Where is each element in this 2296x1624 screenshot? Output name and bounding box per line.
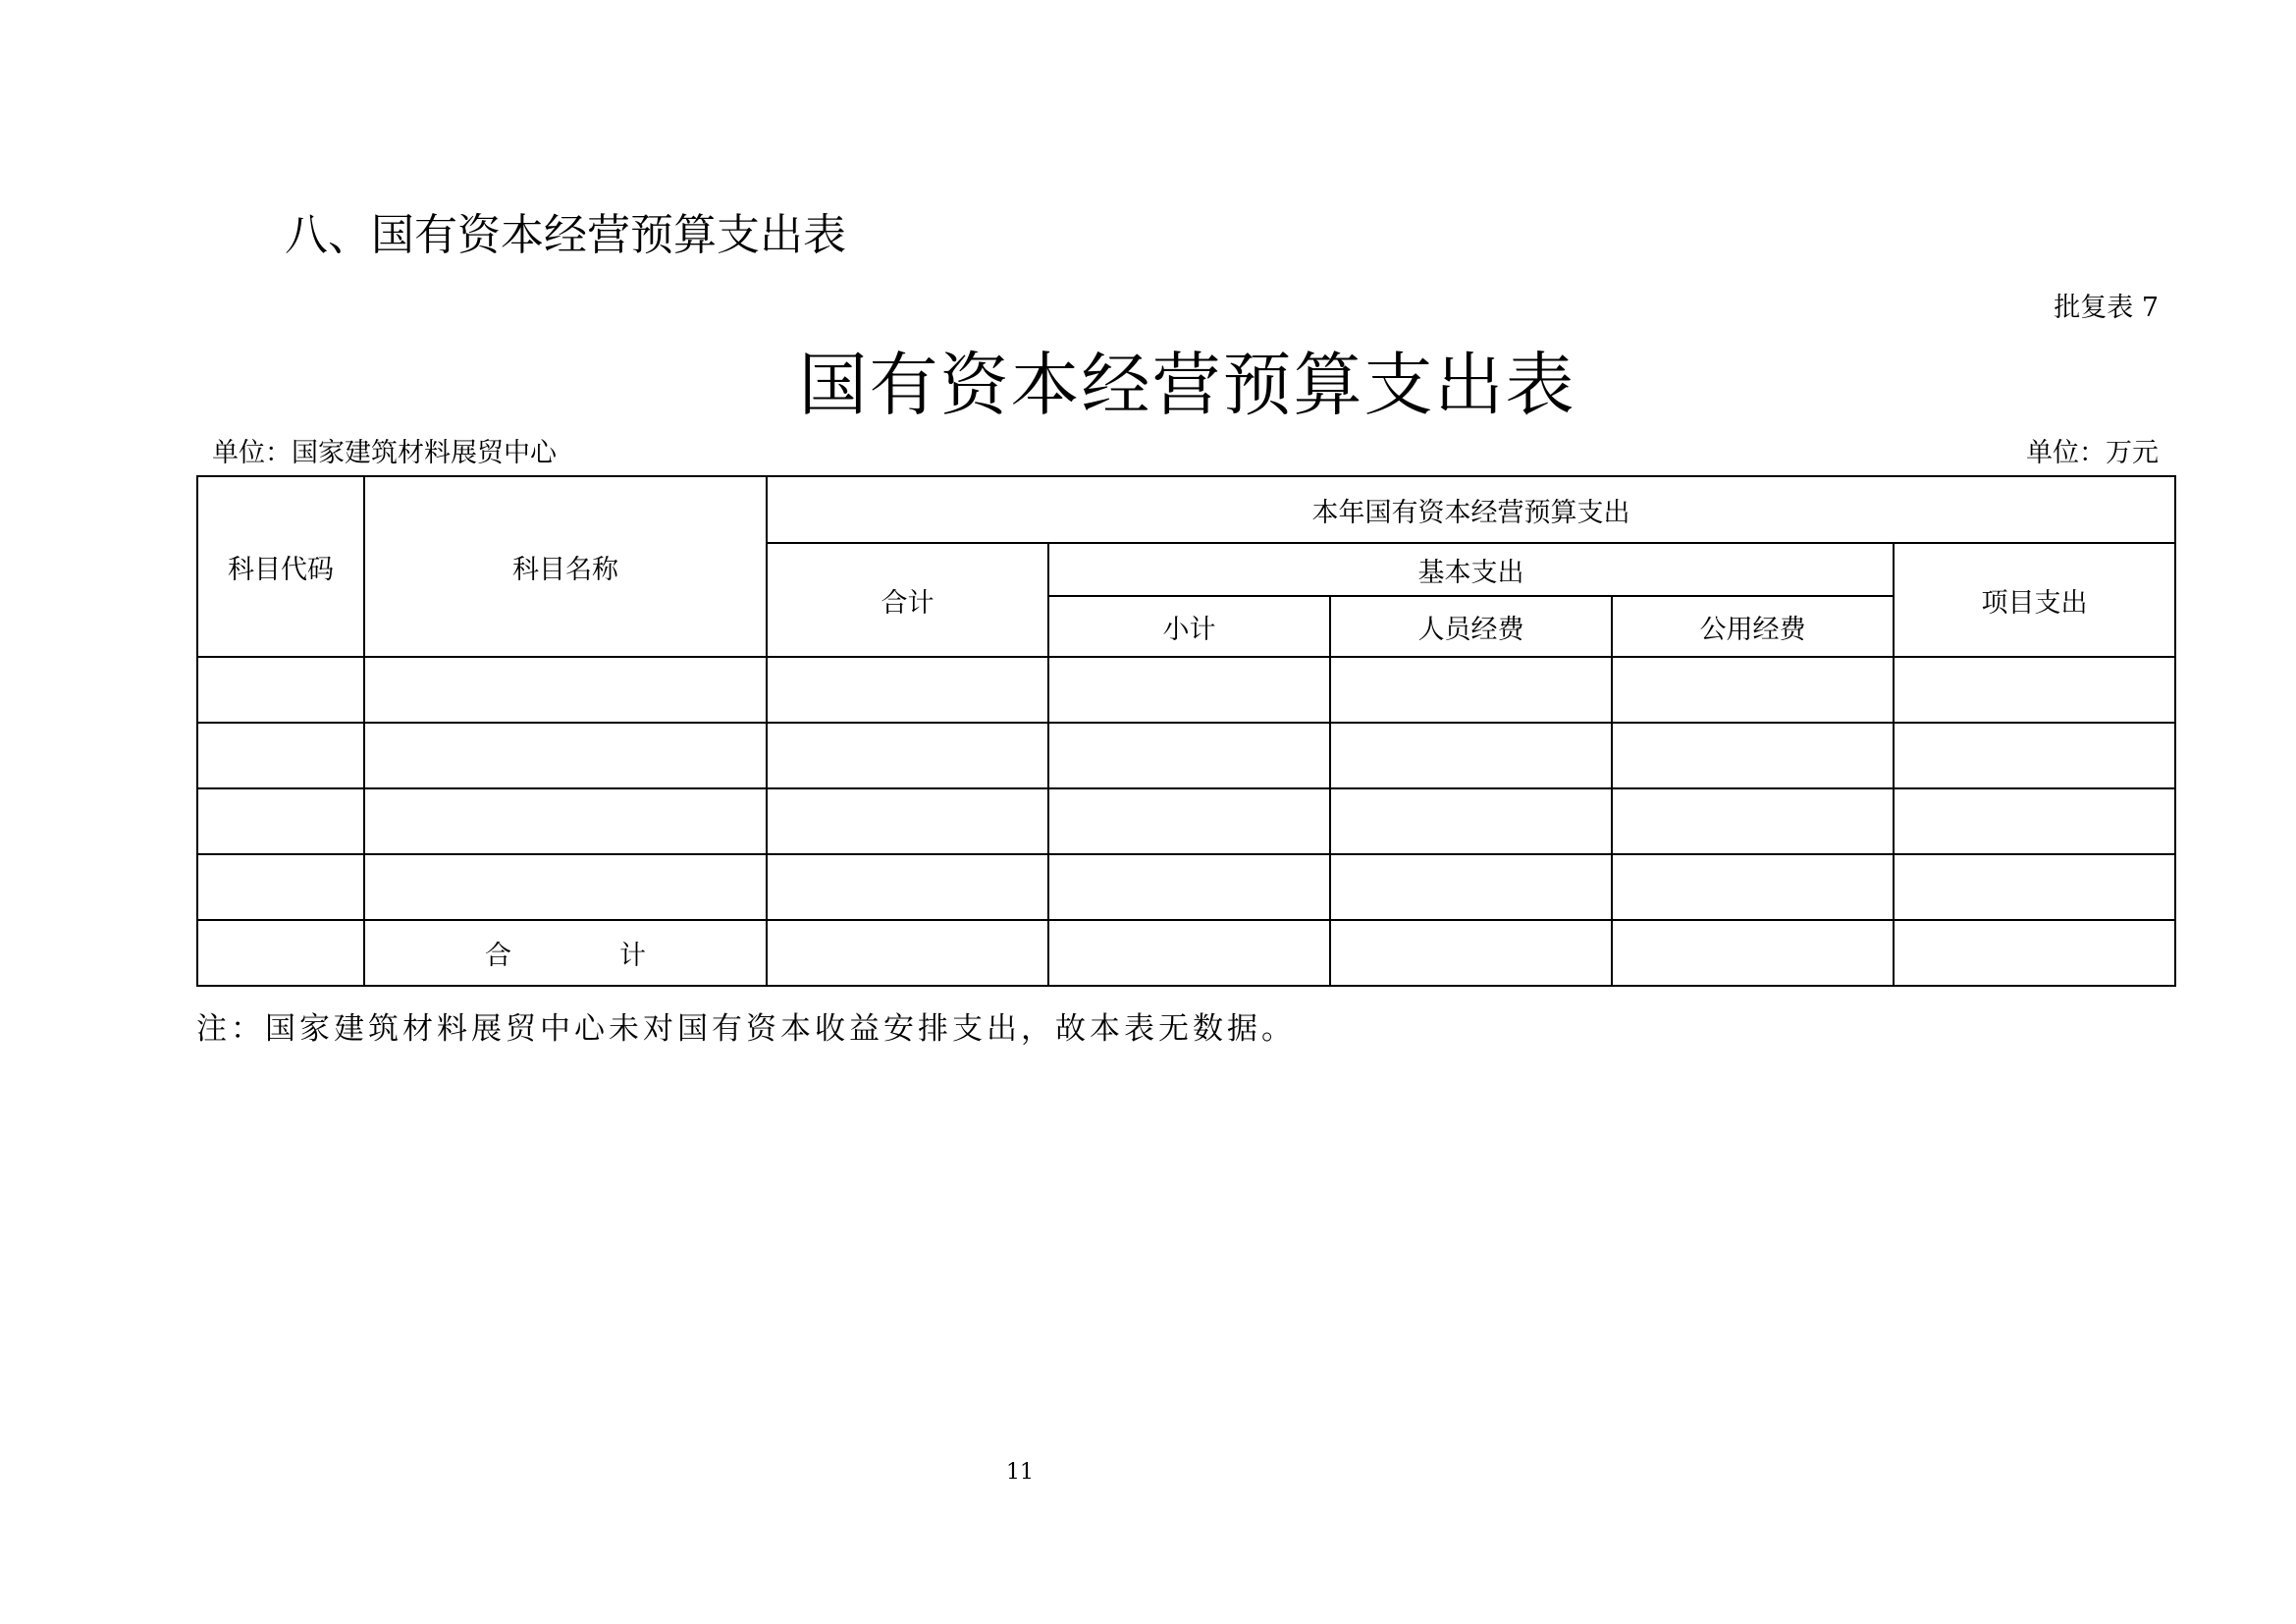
total-label-left: 合 <box>485 941 511 971</box>
table-row <box>197 854 2175 920</box>
total-row <box>197 920 2175 986</box>
table-cell <box>1048 657 1330 723</box>
header-row-1 <box>197 476 2175 543</box>
unit-organization: 单位：国家建筑材料展贸中心 <box>212 438 557 468</box>
header-annual-expenditure: 本年国有资本经营预算支出 <box>767 476 2175 543</box>
header-personnel-cost: 人员经费 <box>1330 596 1612 657</box>
table-cell <box>1612 920 1894 986</box>
header-subtotal: 小计 <box>1048 596 1330 657</box>
table-cell <box>767 854 1048 920</box>
section-heading: 八、国有资本经营预算支出表 <box>285 210 846 260</box>
table-cell <box>1330 854 1612 920</box>
page-number: 11 <box>1006 1460 1034 1485</box>
table-cell <box>1894 788 2175 854</box>
header-subject-name: 科目名称 <box>364 476 767 657</box>
table-note: 注：国家建筑材料展贸中心未对国有资本收益安排支出，故本表无数据。 <box>196 1011 1296 1047</box>
table-row <box>197 723 2175 788</box>
table-cell <box>1048 920 1330 986</box>
document-title: 国有资本经营预算支出表 <box>798 345 1576 425</box>
table-cell <box>1894 920 2175 986</box>
table-cell <box>197 920 364 986</box>
table-cell <box>1330 657 1612 723</box>
table-cell <box>767 788 1048 854</box>
header-basic-expenditure: 基本支出 <box>1048 543 1894 596</box>
table-cell <box>1612 723 1894 788</box>
budget-table <box>196 475 2176 987</box>
table-cell <box>1894 723 2175 788</box>
table-cell <box>364 657 767 723</box>
table-cell <box>1612 657 1894 723</box>
form-number: 批复表 7 <box>2054 293 2159 323</box>
table-cell <box>1330 723 1612 788</box>
table-cell <box>767 723 1048 788</box>
unit-currency: 单位：万元 <box>2026 438 2159 468</box>
table-cell <box>1612 854 1894 920</box>
table-cell <box>767 657 1048 723</box>
table-cell <box>364 723 767 788</box>
table-row <box>197 788 2175 854</box>
table-cell <box>1048 854 1330 920</box>
table-cell <box>197 788 364 854</box>
table-cell <box>197 657 364 723</box>
table-row <box>197 657 2175 723</box>
table-cell <box>1894 657 2175 723</box>
table-cell <box>1330 920 1612 986</box>
header-subject-code: 科目代码 <box>197 476 364 657</box>
total-row-label <box>364 920 767 986</box>
table-cell <box>364 854 767 920</box>
table-cell <box>1894 854 2175 920</box>
table-cell <box>197 854 364 920</box>
total-label-right: 计 <box>619 941 646 971</box>
table-cell <box>1048 723 1330 788</box>
table-cell <box>197 723 364 788</box>
table-cell <box>1612 788 1894 854</box>
table-cell <box>1330 788 1612 854</box>
header-total: 合计 <box>767 543 1048 657</box>
table-cell <box>1048 788 1330 854</box>
table-cell <box>364 788 767 854</box>
header-project-expenditure: 项目支出 <box>1894 543 2175 657</box>
table-cell <box>767 920 1048 986</box>
header-public-cost: 公用经费 <box>1612 596 1894 657</box>
